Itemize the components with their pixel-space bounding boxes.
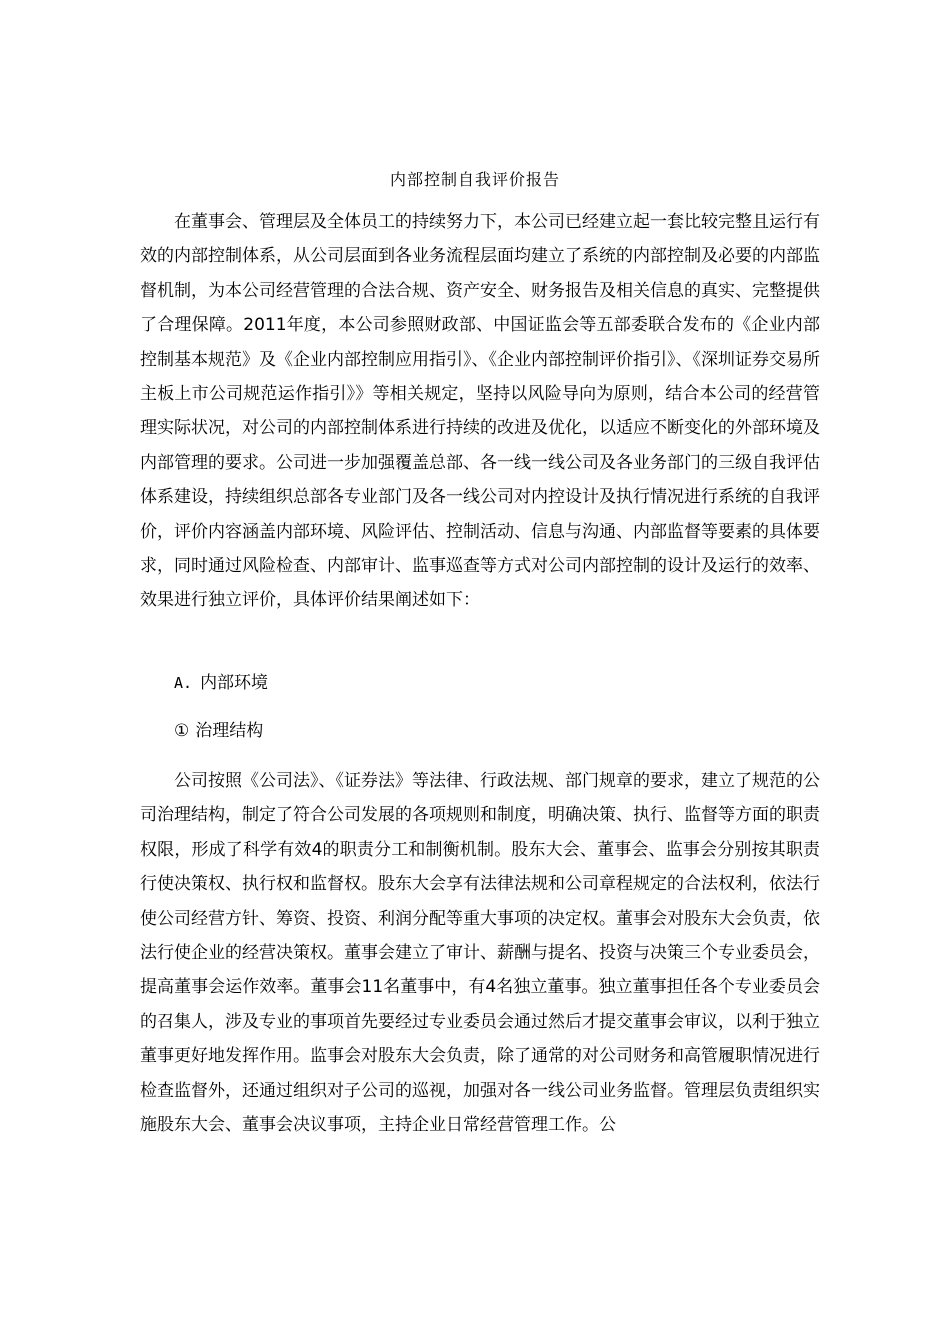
document-title: 内部控制自我评价报告 — [389, 170, 560, 189]
section-label: 内部环境 — [200, 673, 269, 693]
subsection-heading-governance-structure — [174, 716, 263, 746]
governance-paragraph: 公司按照《公司法》、《证券法》等法律、行政法规、部门规章的要求，建立了规范的公司治理结构，制定了符合公司发展的各项规则和制度，明确决策、执行、监督等方面的职责权限，形成了科学有效4的职责分工和制衡机制。股东大会、董事会、监事会分别按其职责行使决策权、执行权和监督权。股东大会享有法律法规和公司章程规定的合法权利，依法行使公司经营方针、筹资、投资、利润分配等重大事项的决定权。董事会对股东大会负责，依法行使企业的经营决策权。董事会建立了审计、薪酬与提名、投资与决策三个专业委员会，提高董事会运作效率。董事会11名董事中，有4名独立董事。独立董事担任各个专业委员会的召集人，涉及专业的事项首先要经过专业委员会通过然后才提交董事会审议，以利于独立董事更好地发挥作用。监事会对股东大会负责，除了通常的对公司财务和高管履职情况进行检查监督外，还通过组织对子公司的巡视，加强对各一线公司业务监督。管理层负责组织实施股东大会、董事会决议事项，主持企业日常经营管理工作。公 — [140, 771, 820, 1136]
subsection-label: 治理结构 — [195, 721, 264, 741]
section-heading-internal-environment — [174, 668, 268, 698]
intro-paragraph: 在董事会、管理层及全体员工的持续努力下，本公司已经建立起一套比较完整且运行有效的内部控制体系，从公司层面到各业务流程层面均建立了系统的内部控制及必要的内部监督机制，为本公司经营管理的合法合规、资产安全、财务报告及相关信息的真实、完整提供了合理保障。2011年度，本公司参照财政部、中国证监会等五部委联合发布的《企业内部控制基本规范》及《企业内部控制应用指引》、《企业内部控制评价指引》、《深圳证券交易所主板上市公司规范运作指引》》等相关规定，坚持以风险导向为原则，结合本公司的经营管理实际状况，对公司的内部控制体系进行持续的改进及优化，以适应不断变化的外部环境及内部管理的要求。公司进一步加强覆盖总部、各一线一线公司及各业务部门的三级自我评估体系建设，持续组织总部各专业部门及各一线公司对内控设计及执行情况进行系统的自我评价，评价内容涵盖内部环境、风险评估、控制活动、信息与沟通、内部监督等要素的具体要求，同时通过风险检查、内部审计、监事巡查等方式对公司内部控制的设计及运行的效率、效果进行独立评价，具体评价结果阐述如下： — [140, 212, 820, 611]
subsection-marker: ① — [174, 721, 190, 741]
section-marker: A. — [174, 674, 193, 692]
